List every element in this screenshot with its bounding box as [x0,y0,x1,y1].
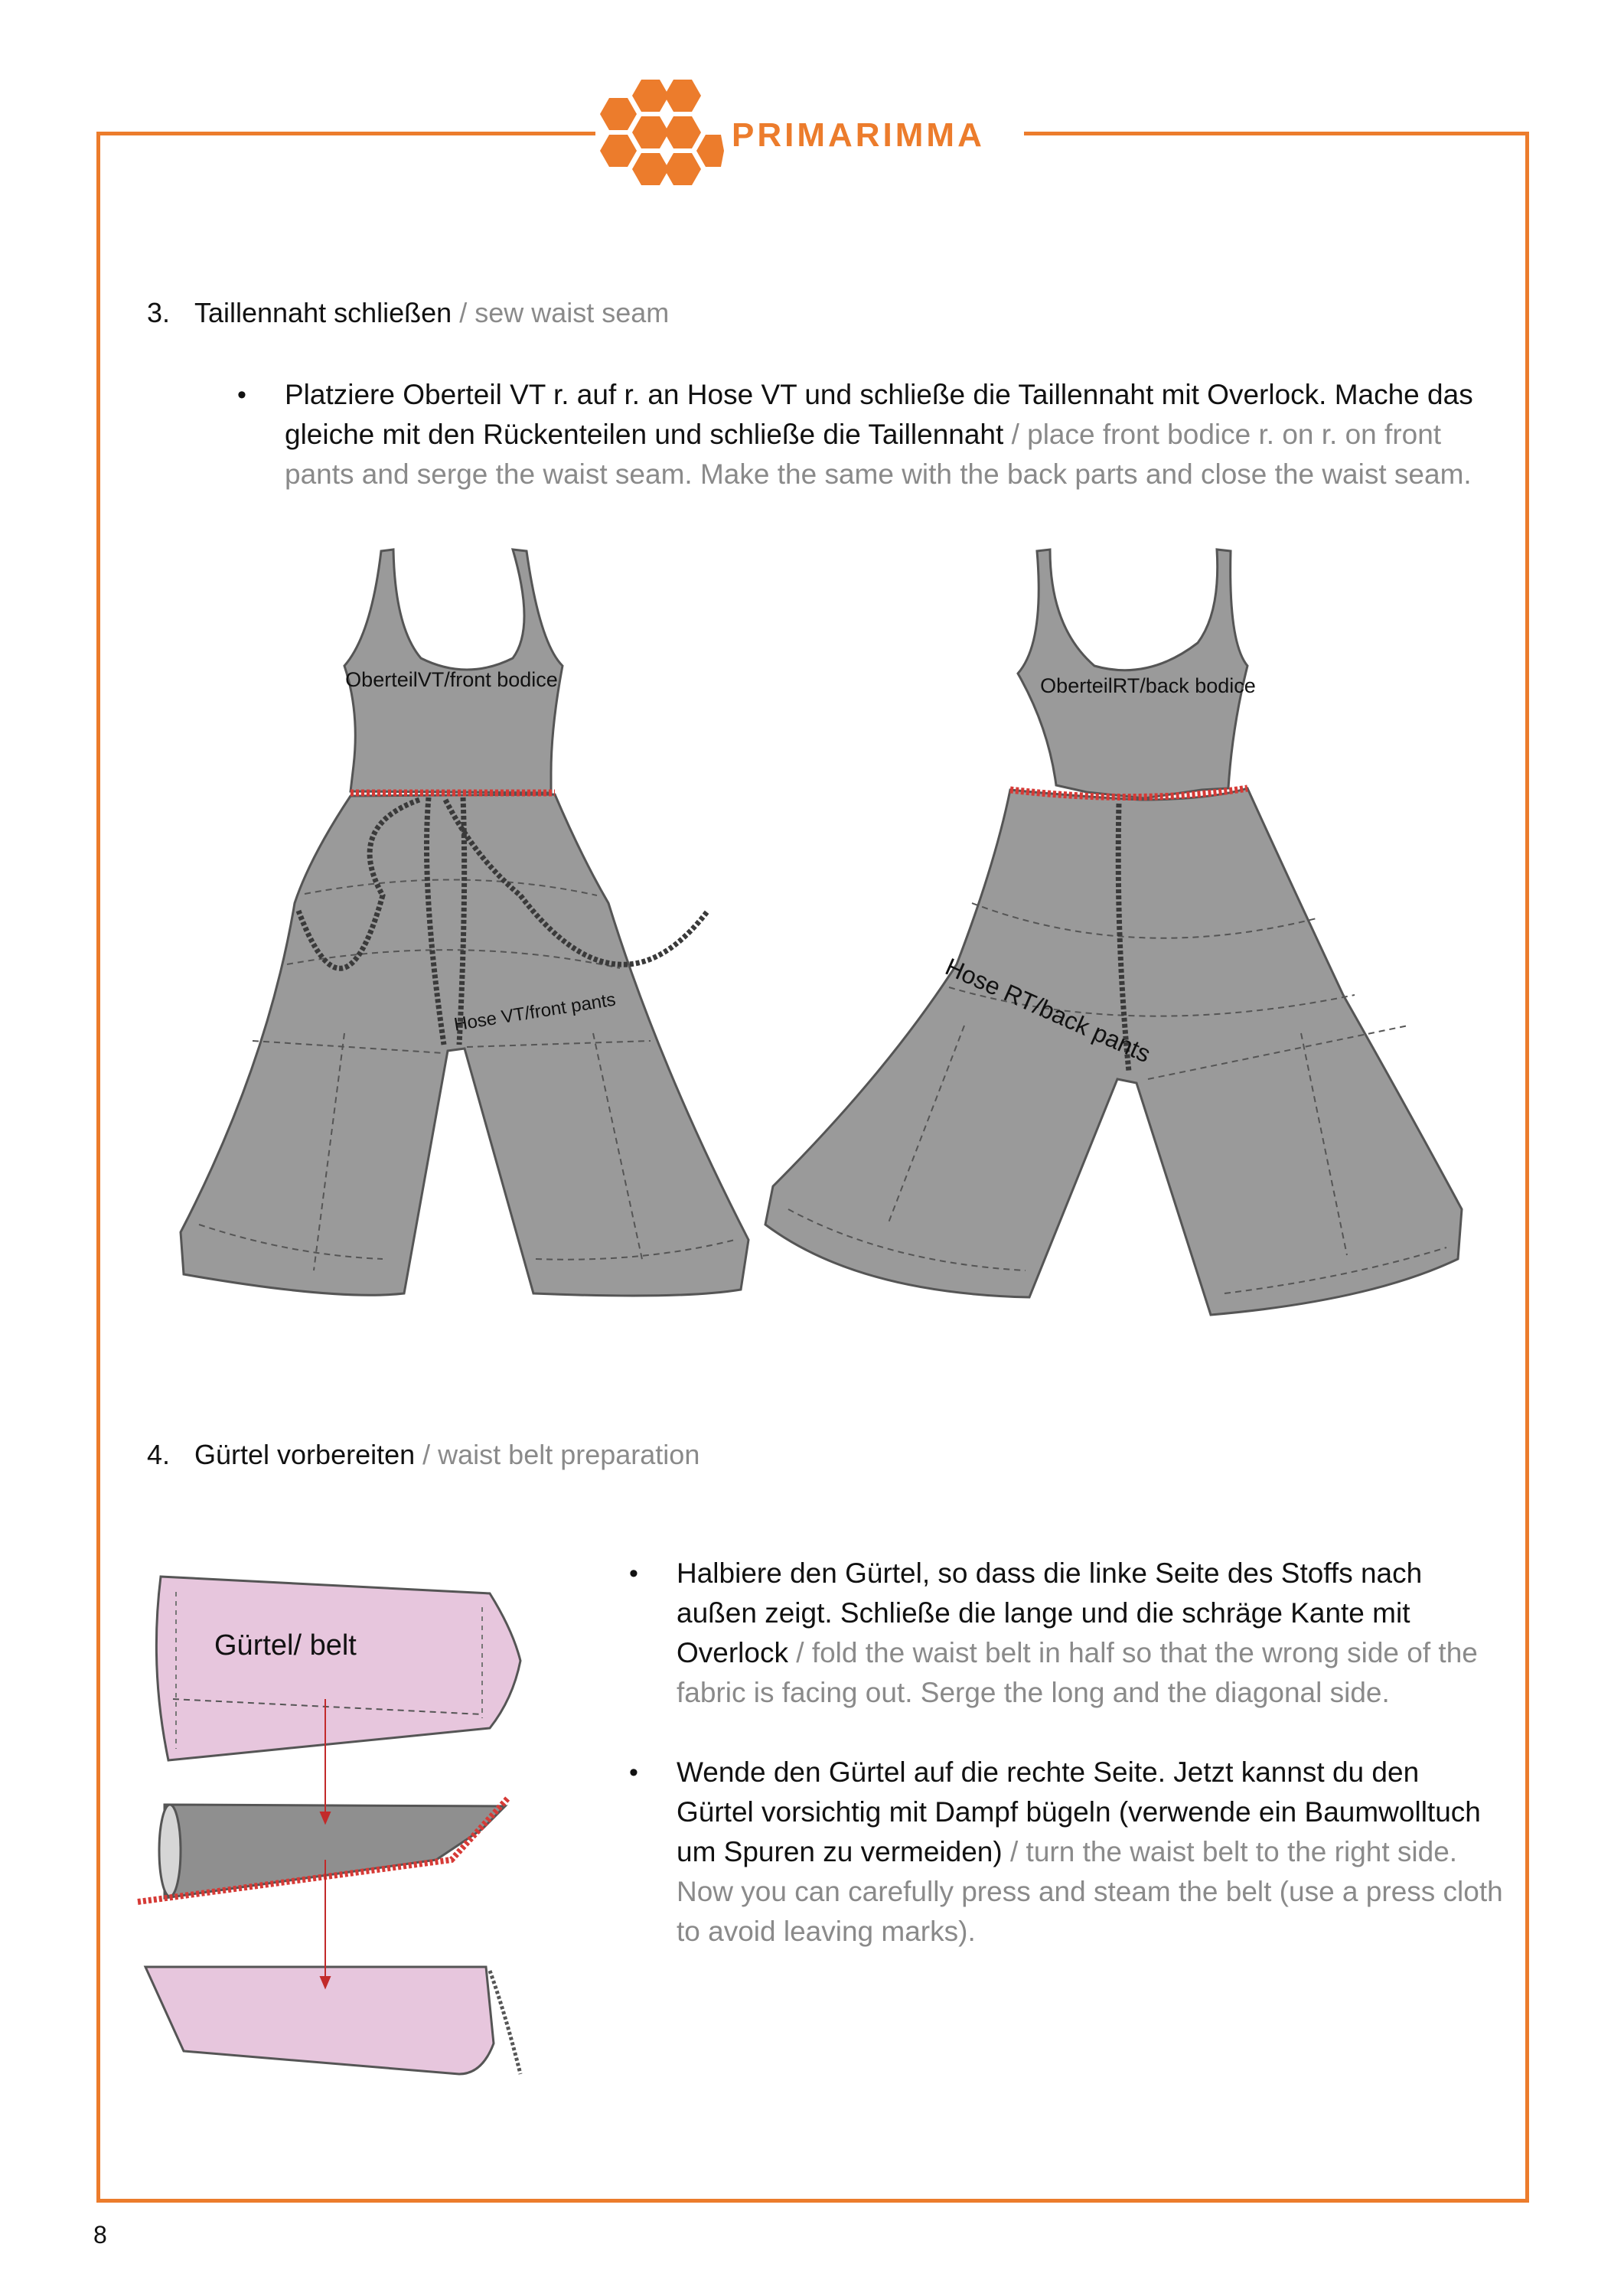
step3-title-de: Taillennaht schließen [194,297,452,328]
step3-bullet-de: Platziere Oberteil VT r. auf r. an Hose VT und schließe die Taillennaht mit Overlock. Mache das gleiche mit den Rückenteilen und schließe die Taillennaht [285,379,1473,450]
back-pants-label: Hose RT/back pants [941,952,1155,1068]
step4-bullet1-en: / fold the waist belt in half so that the wrong side of the fabric is facing out. Serge the long and the diagonal side. [677,1637,1478,1708]
step4-bullet1-de: Halbiere den Gürtel, so dass die linke Seite des Stoffs nach außen zeigt. Schließe die lange und die schräge Kante mit Overlock [677,1557,1423,1668]
step4-title-en: waist belt preparation [438,1439,700,1470]
belt-flat [156,1577,520,1760]
step4-title-de: Gürtel vorbereiten [194,1439,416,1470]
jumpsuit-illustration [153,536,1500,1339]
bullet-dot: • [629,1758,638,1787]
step4-number: 4. [147,1439,171,1470]
step4-bullet2-de: Wende den Gürtel auf die rechte Seite. Jetzt kannst du den Gürtel vorsichtig mit Dampf bügeln (verwende ein Baumwolltuch um Spuren zu vermeiden) [677,1756,1481,1867]
front-pants-shape [181,794,748,1296]
step3-number: 3. [147,297,171,328]
back-view [765,550,1462,1315]
step3-bullet-en: / place front bodice r. on r. on front pants and serge the waist seam. Make the same with the back parts and close the waist seam. [285,419,1472,490]
step3-title-sep: / [452,297,475,328]
step4-heading [147,1439,699,1471]
back-bodice-label: OberteilRT/back bodice [1040,674,1256,697]
bullet-dot: • [237,380,246,409]
step4-bullet-2 [629,1753,1503,1952]
brand-name: PRIMARIMMA [732,116,985,154]
front-view [181,550,748,1296]
front-pants-label: Hose VT/front pants [452,989,618,1035]
step3-title-en: sew waist seam [474,297,670,328]
belt-finished [145,1967,520,2074]
step4-bullet2-en: / turn the waist belt to the right side. Now you can carefully press and steam the belt (use a press cloth to avoid leaving marks). [677,1836,1503,1947]
bullet-dot: • [629,1559,638,1588]
front-bodice-label: OberteilVT/front bodice [345,668,558,691]
step3-heading [147,297,669,329]
step4-bullet-1 [629,1554,1503,1713]
step3-bullet [237,375,1486,494]
brand-logo [595,70,1024,201]
page-number: 8 [93,2221,107,2249]
belt-illustration [122,1554,551,2089]
belt-label: Gürtel/ belt [214,1629,357,1662]
step4-title-sep: / [415,1439,439,1470]
honeycomb-logo-icon [595,70,726,201]
